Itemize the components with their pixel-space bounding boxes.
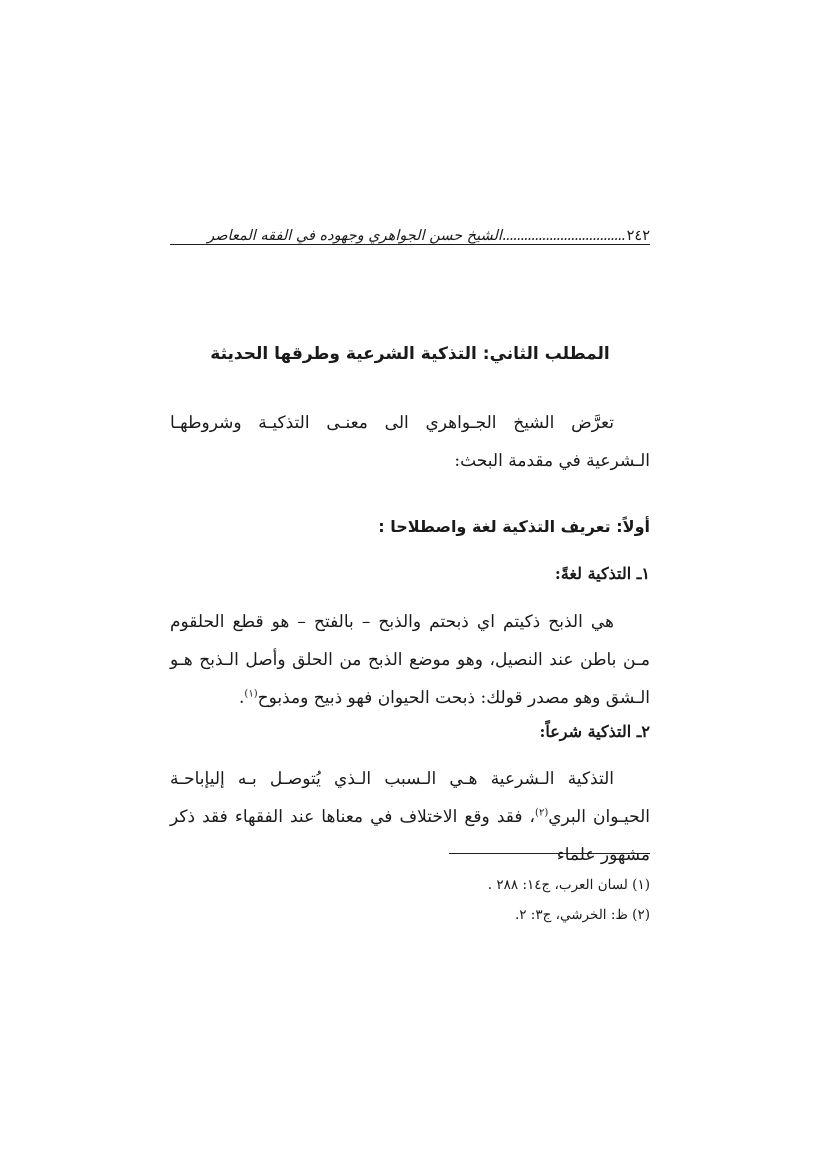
- sub2-text-a: التذكية الـشرعية هـي الـسبب الـذي يُتوصـل بـه إليإباحـة الحيـوان البري: [170, 769, 650, 827]
- page-number: ٢٤٢: [626, 228, 650, 244]
- sub1-text: هي الذبح ذكيتم اي ذبحتم والذبح – بالفتح – هو قطع الحلقوم مـن باطن عند النصيل، وهو موضع الذبح من الحلق وأصل الـذبح هـو الـشق وهو مصدر قولك: ذبحت الحيوان فهو ذبيح ومذبوح: [170, 612, 650, 708]
- leader-dots: ..................................: [501, 228, 625, 244]
- sub2-text-b: ، فقد وقع الاختلاف في معناها عند الفقهاء فقد ذكر مشهور علماء: [170, 807, 650, 865]
- sub2-paragraph: [170, 760, 650, 874]
- running-title: الشيخ حسن الجواهري وجهوده في الفقه المعاصر: [207, 228, 502, 244]
- sub2-heading: ٢ـ التذكية شرعاً:: [539, 722, 650, 741]
- part1-heading: أولاً: تعريف التذكية لغة واصطلاحا :: [378, 517, 650, 536]
- sub2-body: [170, 760, 650, 874]
- sub1-paragraph: [170, 603, 650, 717]
- intro-paragraph: [170, 404, 650, 480]
- sub1-body: [170, 603, 650, 717]
- sub1-heading: ١ـ التذكية لغةً:: [554, 564, 650, 583]
- footnote-ref-2: (٢): [535, 807, 549, 819]
- intro-text: تعرَّض الشيخ الجـواهري الى معنـى التذكيـة وشروطهـا الـشرعية في مقدمة البحث:: [170, 413, 650, 471]
- footnote-1: (١) لسان العرب، ج١٤: ٢٨٨ .: [487, 877, 650, 893]
- section-title: المطلب الثاني: التذكية الشرعية وطرقها الحديثة: [210, 344, 610, 364]
- footnote-ref-1: (١): [244, 688, 258, 700]
- sub1-end: .: [239, 688, 245, 708]
- running-header: [170, 214, 650, 245]
- footnote-separator: [449, 853, 650, 854]
- footnote-2: (٢) ظ: الخرشي، ج٣: ٢.: [514, 907, 650, 923]
